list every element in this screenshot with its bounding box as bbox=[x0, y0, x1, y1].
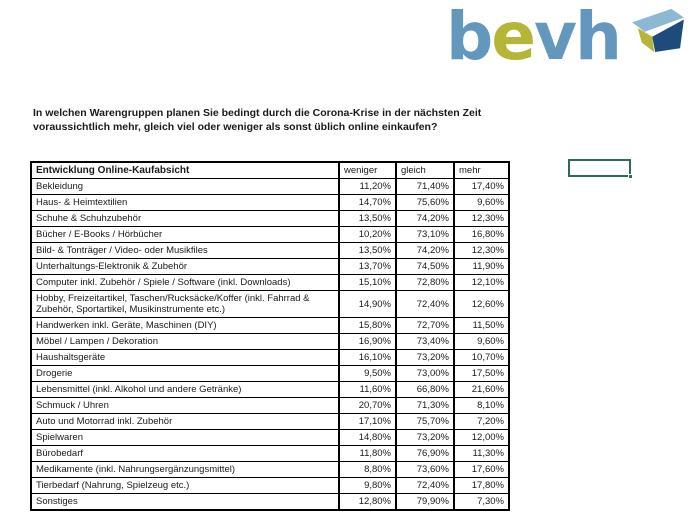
mehr-cell[interactable]: 12,60% bbox=[454, 291, 509, 318]
gleich-cell[interactable]: 72,40% bbox=[396, 291, 454, 318]
table-row bbox=[31, 494, 509, 511]
mehr-cell[interactable]: 11,30% bbox=[454, 446, 509, 462]
weniger-cell[interactable]: 20,70% bbox=[339, 398, 396, 414]
table-body bbox=[31, 179, 509, 511]
table-row bbox=[31, 366, 509, 382]
category-cell[interactable]: Hobby, Freizeitartikel, Taschen/Rucksäcke/Koffer (inkl. Fahrrad & Zubehör, Sportartikel, Musikinstrumente etc.) bbox=[31, 291, 339, 318]
gleich-cell[interactable]: 73,40% bbox=[396, 334, 454, 350]
gleich-cell[interactable]: 79,90% bbox=[396, 494, 454, 511]
weniger-cell[interactable]: 16,10% bbox=[339, 350, 396, 366]
mehr-cell[interactable]: 17,80% bbox=[454, 478, 509, 494]
mehr-cell[interactable]: 12,00% bbox=[454, 430, 509, 446]
mehr-cell[interactable]: 7,20% bbox=[454, 414, 509, 430]
category-cell[interactable]: Tierbedarf (Nahrung, Spielzeug etc.) bbox=[31, 478, 339, 494]
mehr-cell[interactable]: 9,60% bbox=[454, 195, 509, 211]
logo-letter-b: b bbox=[446, 0, 492, 75]
table-row bbox=[31, 259, 509, 275]
mehr-cell[interactable]: 17,50% bbox=[454, 366, 509, 382]
table-row bbox=[31, 334, 509, 350]
gleich-cell[interactable]: 73,20% bbox=[396, 350, 454, 366]
gleich-cell[interactable]: 74,20% bbox=[396, 243, 454, 259]
gleich-cell[interactable]: 75,60% bbox=[396, 195, 454, 211]
bevh-logo-wordmark bbox=[446, 0, 620, 74]
gleich-cell[interactable]: 66,80% bbox=[396, 382, 454, 398]
gleich-cell[interactable]: 71,30% bbox=[396, 398, 454, 414]
gleich-cell[interactable]: 72,80% bbox=[396, 275, 454, 291]
mehr-cell[interactable]: 16,80% bbox=[454, 227, 509, 243]
table-row bbox=[31, 478, 509, 494]
gleich-cell[interactable]: 74,20% bbox=[396, 211, 454, 227]
mehr-cell[interactable]: 10,70% bbox=[454, 350, 509, 366]
category-cell[interactable]: Sonstiges bbox=[31, 494, 339, 511]
mehr-cell[interactable]: 17,40% bbox=[454, 179, 509, 195]
category-cell[interactable]: Schmuck / Uhren bbox=[31, 398, 339, 414]
table-row bbox=[31, 195, 509, 211]
weniger-cell[interactable]: 12,80% bbox=[339, 494, 396, 511]
survey-question-line-1: In welchen Warengruppen planen Sie bedingt durch die Corona-Krise in der nächsten Zeit bbox=[33, 107, 482, 119]
weniger-cell[interactable]: 14,80% bbox=[339, 430, 396, 446]
table-row bbox=[31, 211, 509, 227]
open-box-3d-icon bbox=[631, 7, 685, 53]
logo-letters-vh: vh bbox=[534, 0, 621, 75]
mehr-cell[interactable]: 21,60% bbox=[454, 382, 509, 398]
mehr-cell[interactable]: 12,30% bbox=[454, 211, 509, 227]
category-cell[interactable]: Handwerken inkl. Geräte, Maschinen (DIY) bbox=[31, 318, 339, 334]
gleich-cell[interactable]: 73,60% bbox=[396, 462, 454, 478]
category-cell[interactable]: Bücher / E-Books / Hörbücher bbox=[31, 227, 339, 243]
weniger-cell[interactable]: 11,80% bbox=[339, 446, 396, 462]
weniger-cell[interactable]: 13,50% bbox=[339, 211, 396, 227]
survey-question bbox=[33, 107, 481, 134]
mehr-cell[interactable]: 12,30% bbox=[454, 243, 509, 259]
excel-cell-selection[interactable] bbox=[568, 159, 631, 177]
purchase-intent-table bbox=[30, 161, 510, 511]
table-row bbox=[31, 350, 509, 366]
table-row bbox=[31, 291, 509, 318]
weniger-cell[interactable]: 9,80% bbox=[339, 478, 396, 494]
survey-question-line-2: voraussichtlich mehr, gleich viel oder weniger als sonst üblich online einkaufen? bbox=[33, 120, 438, 133]
category-cell[interactable]: Computer inkl. Zubehör / Spiele / Software (inkl. Downloads) bbox=[31, 275, 339, 291]
weniger-cell[interactable]: 11,20% bbox=[339, 179, 396, 195]
weniger-cell[interactable]: 13,50% bbox=[339, 243, 396, 259]
weniger-cell[interactable]: 16,90% bbox=[339, 334, 396, 350]
table-row bbox=[31, 243, 509, 259]
mehr-cell[interactable]: 17,60% bbox=[454, 462, 509, 478]
category-cell[interactable]: Bürobedarf bbox=[31, 446, 339, 462]
table-row bbox=[31, 414, 509, 430]
category-cell[interactable]: Medikamente (inkl. Nahrungsergänzungsmittel) bbox=[31, 462, 339, 478]
gleich-cell[interactable]: 71,40% bbox=[396, 179, 454, 195]
mehr-cell[interactable]: 7,30% bbox=[454, 494, 509, 511]
category-cell[interactable]: Unterhaltungs-Elektronik & Zubehör bbox=[31, 259, 339, 275]
category-cell[interactable]: Haushaltsgeräte bbox=[31, 350, 339, 366]
table-row bbox=[31, 462, 509, 478]
category-cell[interactable]: Bekleidung bbox=[31, 179, 339, 195]
category-cell[interactable]: Auto und Motorrad inkl. Zubehör bbox=[31, 414, 339, 430]
table-header-gleich[interactable]: gleich bbox=[396, 162, 454, 179]
gleich-cell[interactable]: 73,20% bbox=[396, 430, 454, 446]
mehr-cell[interactable]: 9,60% bbox=[454, 334, 509, 350]
weniger-cell[interactable]: 9,50% bbox=[339, 366, 396, 382]
category-cell[interactable]: Bild- & Tonträger / Video- oder Musikfiles bbox=[31, 243, 339, 259]
category-cell[interactable]: Spielwaren bbox=[31, 430, 339, 446]
mehr-cell[interactable]: 11,90% bbox=[454, 259, 509, 275]
table-row bbox=[31, 275, 509, 291]
table-row bbox=[31, 318, 509, 334]
fill-handle[interactable] bbox=[628, 174, 633, 179]
category-cell[interactable]: Haus- & Heimtextilien bbox=[31, 195, 339, 211]
weniger-cell[interactable]: 14,70% bbox=[339, 195, 396, 211]
table-row bbox=[31, 398, 509, 414]
weniger-cell[interactable]: 15,80% bbox=[339, 318, 396, 334]
gleich-cell[interactable]: 73,00% bbox=[396, 366, 454, 382]
weniger-cell[interactable]: 10,20% bbox=[339, 227, 396, 243]
table-header-category[interactable]: Entwicklung Online-Kaufabsicht bbox=[31, 162, 339, 179]
table-header-weniger[interactable]: weniger bbox=[339, 162, 396, 179]
table-row bbox=[31, 430, 509, 446]
table-header-mehr[interactable]: mehr bbox=[454, 162, 509, 179]
gleich-cell[interactable]: 73,10% bbox=[396, 227, 454, 243]
category-cell[interactable]: Lebensmittel (inkl. Alkohol und andere Getränke) bbox=[31, 382, 339, 398]
weniger-cell[interactable]: 13,70% bbox=[339, 259, 396, 275]
logo-letter-e: e bbox=[491, 0, 535, 75]
weniger-cell[interactable]: 17,10% bbox=[339, 414, 396, 430]
weniger-cell[interactable]: 8,80% bbox=[339, 462, 396, 478]
table-row bbox=[31, 446, 509, 462]
mehr-cell[interactable]: 8,10% bbox=[454, 398, 509, 414]
table-row bbox=[31, 227, 509, 243]
category-cell[interactable]: Möbel / Lampen / Dekoration bbox=[31, 334, 339, 350]
category-cell[interactable]: Schuhe & Schuhzubehör bbox=[31, 211, 339, 227]
table-row bbox=[31, 179, 509, 195]
mehr-cell[interactable]: 11,50% bbox=[454, 318, 509, 334]
gleich-cell[interactable]: 75,70% bbox=[396, 414, 454, 430]
weniger-cell[interactable]: 14,90% bbox=[339, 291, 396, 318]
gleich-cell[interactable]: 76,90% bbox=[396, 446, 454, 462]
weniger-cell[interactable]: 15,10% bbox=[339, 275, 396, 291]
gleich-cell[interactable]: 74,50% bbox=[396, 259, 454, 275]
table-row bbox=[31, 382, 509, 398]
category-cell[interactable]: Drogerie bbox=[31, 366, 339, 382]
table-header-row bbox=[31, 162, 509, 179]
mehr-cell[interactable]: 12,10% bbox=[454, 275, 509, 291]
gleich-cell[interactable]: 72,40% bbox=[396, 478, 454, 494]
weniger-cell[interactable]: 11,60% bbox=[339, 382, 396, 398]
gleich-cell[interactable]: 72,70% bbox=[396, 318, 454, 334]
